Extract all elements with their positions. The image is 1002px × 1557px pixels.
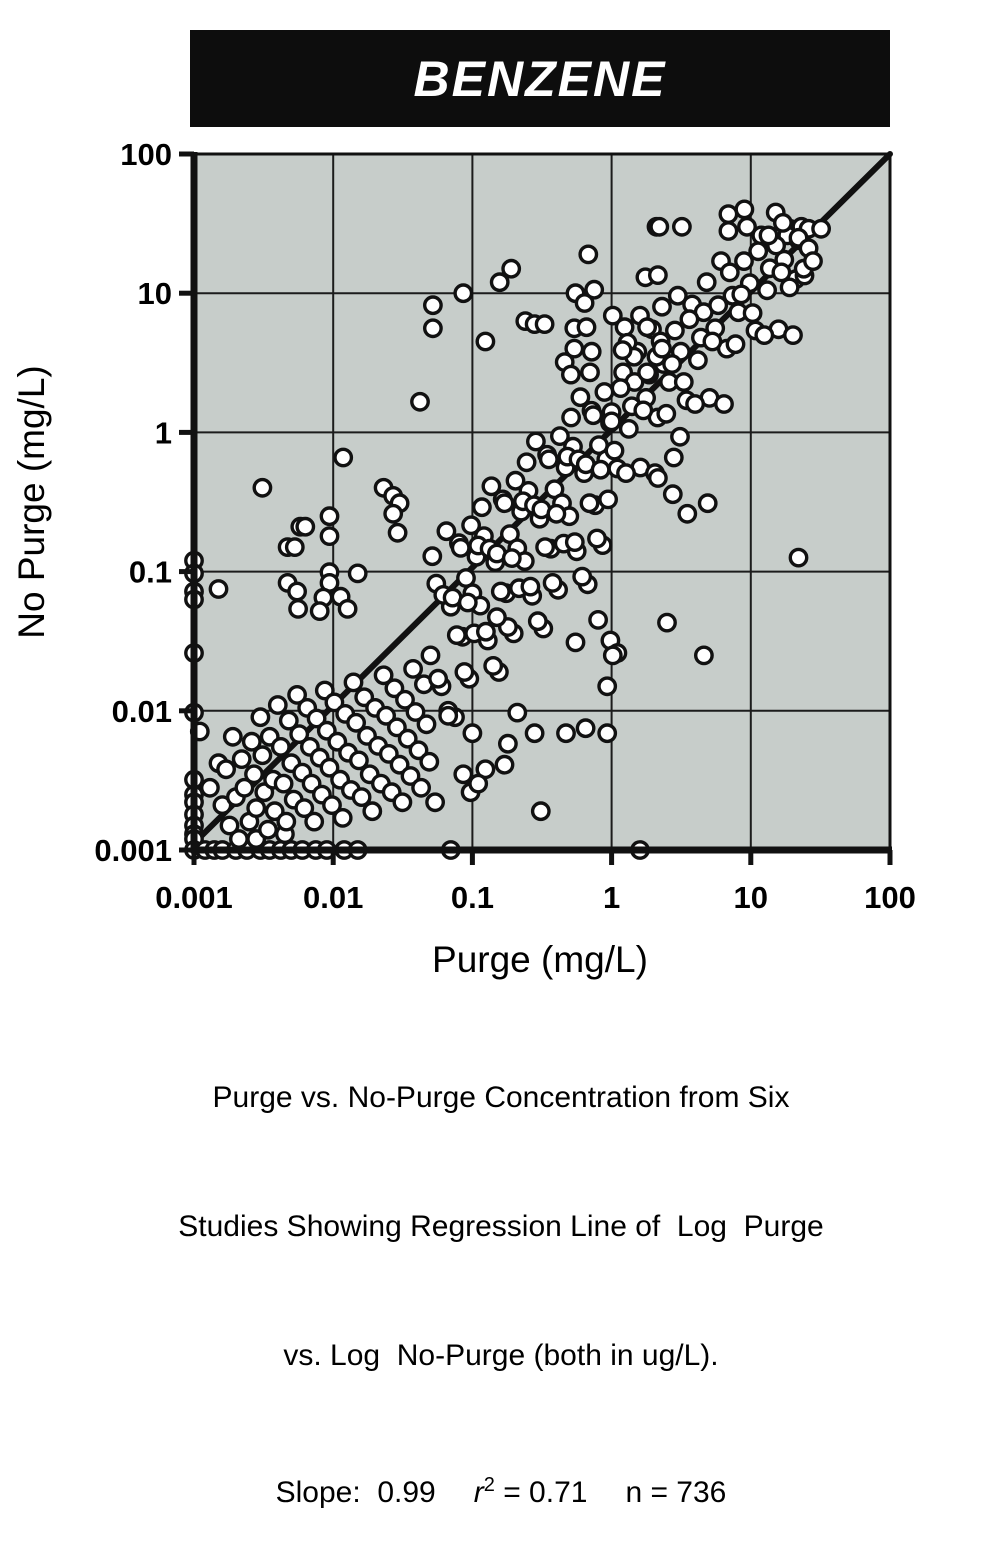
data-point — [581, 495, 597, 511]
data-point — [659, 614, 675, 630]
data-point — [456, 664, 472, 680]
data-point — [552, 428, 568, 444]
data-point — [639, 364, 655, 380]
caption-line-1: Purge vs. No-Purge Concentration from Six — [212, 1081, 790, 1114]
data-point — [696, 647, 712, 663]
data-point — [775, 215, 791, 231]
data-point — [440, 708, 456, 724]
data-point — [567, 634, 583, 650]
data-point — [606, 442, 622, 458]
data-point — [453, 540, 469, 556]
data-point — [727, 336, 743, 352]
data-point — [530, 613, 546, 629]
data-point — [270, 697, 286, 713]
data-point — [672, 429, 688, 445]
data-point — [586, 282, 602, 298]
y-axis-label: No Purge (mg/L) — [11, 365, 52, 639]
data-point — [463, 517, 479, 533]
data-point — [389, 525, 405, 541]
stat-r-base: r — [473, 1476, 484, 1509]
data-point — [599, 678, 615, 694]
data-point — [254, 480, 270, 496]
data-point — [813, 221, 829, 237]
data-point — [716, 396, 732, 412]
data-point — [541, 451, 557, 467]
data-point — [658, 406, 674, 422]
data-point — [666, 449, 682, 465]
data-point — [427, 794, 443, 810]
data-point — [674, 219, 690, 235]
data-point — [507, 473, 523, 489]
stat-n: n = 736 — [625, 1476, 727, 1509]
data-point — [405, 661, 421, 677]
data-point — [760, 227, 776, 243]
data-point — [422, 647, 438, 663]
data-point — [210, 581, 226, 597]
data-point — [489, 609, 505, 625]
stat-slope: Slope: 0.99 — [275, 1476, 436, 1509]
data-point — [321, 528, 337, 544]
caption-line-3: vs. Log No-Purge (both in ug/L). — [283, 1339, 719, 1372]
data-point — [590, 612, 606, 628]
data-point — [425, 297, 441, 313]
data-point — [234, 751, 250, 767]
data-point — [639, 319, 655, 335]
data-point — [485, 658, 501, 674]
data-point — [667, 322, 683, 338]
data-point — [664, 356, 680, 372]
data-point — [750, 243, 766, 259]
data-point — [418, 716, 434, 732]
data-point — [312, 603, 328, 619]
y-tick-label: 1 — [154, 415, 172, 451]
data-point — [681, 311, 697, 327]
data-point — [470, 775, 486, 791]
x-tick-label: 0.01 — [303, 880, 364, 915]
x-tick-label: 0.1 — [450, 880, 494, 915]
data-point — [687, 396, 703, 412]
y-tick-label: 0.1 — [128, 554, 172, 590]
data-point — [585, 407, 601, 423]
data-point — [492, 274, 508, 290]
data-point — [412, 394, 428, 410]
data-point — [526, 725, 542, 741]
data-point — [518, 454, 534, 470]
data-point — [421, 754, 437, 770]
data-point — [790, 549, 806, 565]
data-point — [339, 601, 355, 617]
data-point — [650, 267, 666, 283]
data-point — [345, 674, 361, 690]
data-point — [248, 800, 264, 816]
data-point — [759, 282, 775, 298]
caption — [0, 990, 1002, 1557]
data-point — [558, 725, 574, 741]
data-point — [496, 495, 512, 511]
data-point — [424, 548, 440, 564]
data-point — [548, 506, 564, 522]
data-point — [736, 201, 752, 217]
data-point — [493, 583, 509, 599]
data-point — [600, 491, 616, 507]
data-point — [335, 449, 351, 465]
data-point — [651, 219, 667, 235]
data-point — [592, 462, 608, 478]
caption-line-2: Studies Showing Regression Line of Log Purge — [178, 1210, 824, 1243]
data-point — [478, 624, 494, 640]
data-point — [805, 253, 821, 269]
x-tick-label: 1 — [602, 880, 621, 915]
caption-stats — [0, 1464, 1002, 1514]
data-point — [756, 327, 772, 343]
data-point — [781, 279, 797, 295]
data-point — [533, 803, 549, 819]
data-point — [275, 775, 291, 791]
data-point — [477, 333, 493, 349]
data-point — [635, 402, 651, 418]
data-point — [577, 720, 593, 736]
x-axis-label: Purge (mg/L) — [432, 939, 648, 980]
data-point — [536, 316, 552, 332]
chart-title: BENZENE — [413, 50, 667, 107]
data-point — [537, 539, 553, 555]
data-point — [670, 288, 686, 304]
data-point — [720, 223, 736, 239]
data-point — [306, 813, 322, 829]
data-point — [202, 780, 218, 796]
data-point — [225, 729, 241, 745]
data-point — [679, 506, 695, 522]
data-point — [599, 725, 615, 741]
data-point — [335, 810, 351, 826]
data-point — [699, 274, 715, 290]
data-point — [260, 822, 276, 838]
data-point — [589, 530, 605, 546]
y-tick-label: 10 — [137, 276, 172, 312]
x-tick-label: 100 — [864, 880, 916, 915]
data-point — [574, 568, 590, 584]
data-point — [621, 421, 637, 437]
data-point — [449, 627, 465, 643]
data-point — [654, 299, 670, 315]
data-point — [252, 709, 268, 725]
data-point — [297, 519, 313, 535]
data-point — [522, 578, 538, 594]
data-point — [563, 409, 579, 425]
data-point — [544, 575, 560, 591]
data-point — [474, 499, 490, 515]
data-point — [246, 766, 262, 782]
data-point — [785, 327, 801, 343]
data-point — [690, 352, 706, 368]
data-point — [700, 495, 716, 511]
data-point — [739, 219, 755, 235]
data-point — [567, 534, 583, 550]
data-point — [289, 583, 305, 599]
data-point — [504, 550, 520, 566]
data-point — [578, 319, 594, 335]
data-point — [654, 340, 670, 356]
data-point — [460, 594, 476, 610]
data-point — [290, 601, 306, 617]
data-point — [218, 761, 234, 777]
data-point — [710, 297, 726, 313]
data-point — [385, 506, 401, 522]
data-point — [413, 780, 429, 796]
data-point — [704, 333, 720, 349]
data-point — [665, 486, 681, 502]
data-point — [231, 831, 247, 847]
data-point — [605, 647, 621, 663]
data-point — [500, 736, 516, 752]
stat-r-value: = 0.71 — [494, 1476, 588, 1509]
data-point — [614, 342, 630, 358]
data-point — [394, 794, 410, 810]
data-point — [596, 384, 612, 400]
data-point — [364, 803, 380, 819]
data-point — [563, 366, 579, 382]
data-point — [321, 508, 337, 524]
data-point — [430, 671, 446, 687]
data-point — [273, 739, 289, 755]
data-point — [287, 539, 303, 555]
data-point — [612, 380, 628, 396]
data-point — [464, 725, 480, 741]
data-point — [350, 565, 366, 581]
data-point — [425, 320, 441, 336]
data-point — [733, 286, 749, 302]
data-point — [720, 206, 736, 222]
title-bar — [190, 30, 890, 127]
x-tick-label: 0.001 — [155, 880, 233, 915]
data-point — [582, 364, 598, 380]
data-point — [278, 813, 294, 829]
data-point — [254, 747, 270, 763]
data-point — [676, 374, 692, 390]
data-point — [496, 757, 512, 773]
data-point — [455, 285, 471, 301]
data-point — [722, 264, 738, 280]
y-tick-label: 0.01 — [111, 693, 172, 729]
data-point — [580, 246, 596, 262]
data-point — [616, 319, 632, 335]
data-point — [618, 465, 634, 481]
data-point — [603, 413, 619, 429]
y-tick-label: 0.001 — [94, 833, 172, 868]
data-point — [584, 344, 600, 360]
x-tick-label: 10 — [733, 880, 769, 915]
stat-r-sup: 2 — [483, 1474, 495, 1496]
data-point — [744, 305, 760, 321]
data-point — [509, 704, 525, 720]
data-point — [650, 470, 666, 486]
y-tick-label: 100 — [120, 137, 172, 172]
